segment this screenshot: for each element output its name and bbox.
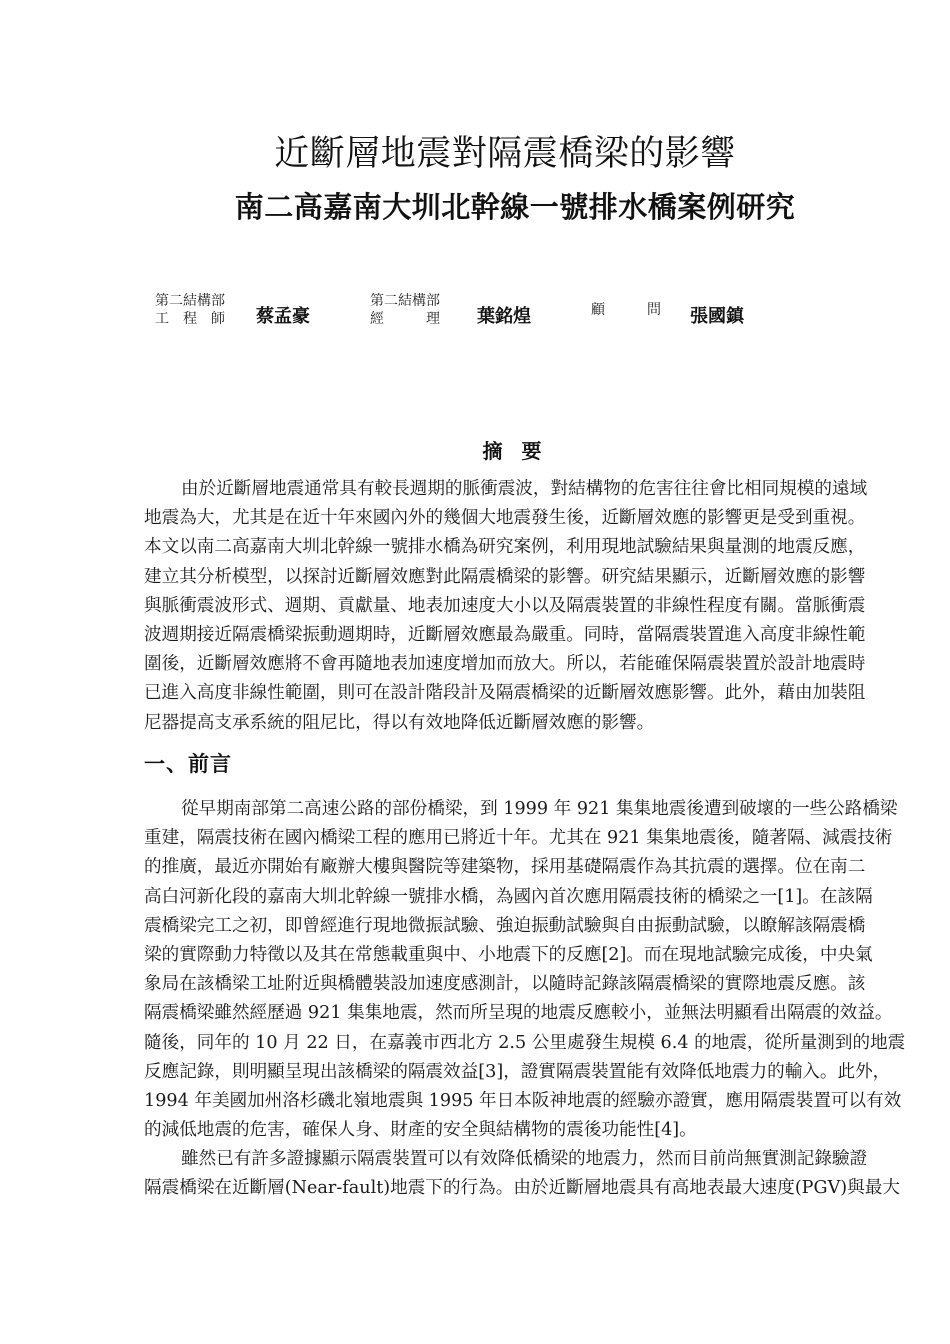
text-line: 震橋梁完工之初，即曾經進行現地微振試驗、強迫振動試驗與自由振動試驗，以瞭解該隔震橋 (144, 915, 866, 936)
author-role-line2: 經 理 (370, 311, 440, 327)
author-role-line2: 工 程 師 (155, 311, 225, 327)
text-line: 的推廣，最近亦開始有廠辦大樓與醫院等建築物，採用基礎隔震作為其抗震的選擇。位在南二 (144, 857, 866, 878)
text-line: 隔震橋梁在近斷層(Near-fault)地震下的行為。由於近斷層地震具有高地表最大速度(PGV)與最大 (144, 1178, 900, 1199)
author-role (155, 292, 225, 328)
text-line: 由於近斷層地震通常具有較長週期的脈衝震波，對結構物的危害往往會比相同規模的遠域 (181, 479, 868, 499)
text-line: 已進入高度非線性範圍，則可在設計階段計及隔震橋梁的近斷層效應影響。此外，藉由加裝阻 (144, 683, 866, 704)
text-line: 的減低地震的危害，確保人身、財產的安全與結構物的震後功能性[4]。 (144, 1120, 697, 1141)
text-line: 反應記錄，則明顯呈現出該橋梁的隔震效益[3]，證實隔震裝置能有效降低地震力的輸入。此外， (144, 1061, 891, 1082)
text-line: 重建，隔震技術在國內橋梁工程的應用已將近十年。尤其在 921 集集地震後，隨著隔、減震技術 (144, 828, 893, 849)
author-role (591, 301, 661, 319)
text-line: 1994 年美國加州洛杉磯北嶺地震與 1995 年日本阪神地震的經驗亦證實，應用隔震裝置可以有效 (144, 1090, 902, 1111)
text-line: 隨後，同年的 10 月 22 日，在嘉義市西北方 2.5 公里處發生規模 6.4 的地震，從所量測到的地震 (144, 1032, 906, 1053)
author-name: 張國鎮 (690, 306, 744, 327)
text-line: 尼器提高支承系統的阻尼比，得以有效地降低近斷層效應的影響。 (144, 712, 655, 733)
text-line: 從早期南部第二高速公路的部份橋梁，到 1999 年 921 集集地震後遭到破壞的一些公路橋梁 (181, 799, 898, 819)
section-heading: 一、前言 (144, 751, 232, 776)
text-line: 梁的實際動力特徵以及其在常態載重與中、小地震下的反應[2]。而在現地試驗完成後，中央氣 (144, 944, 873, 965)
text-line: 高白河新化段的嘉南大圳北幹線一號排水橋，為國內首次應用隔震技術的橋梁之一[1]。在該隔 (144, 886, 873, 907)
author-role (370, 292, 440, 328)
text-line: 地震為大，尤其是在近十年來國內外的幾個大地震發生後，近斷層效應的影響更是受到重視。 (144, 508, 866, 529)
text-line: 圍後，近斷層效應將不會再隨地表加速度增加而放大。所以，若能確保隔震裝置於設計地震時 (144, 654, 866, 675)
author-role-line1: 第二結構部 (155, 293, 225, 309)
abstract-heading: 摘 要 (482, 439, 548, 463)
text-line: 雖然已有許多證據顯示隔震裝置可以有效降低橋梁的地震力，然而目前尚無實測記錄驗證 (181, 1149, 868, 1170)
text-line: 象局在該橋梁工址附近與橋體裝設加速度感測計，以隨時記錄該隔震橋梁的實際地震反應。該 (144, 974, 866, 995)
introduction-body (144, 795, 950, 1204)
abstract-body (144, 475, 950, 738)
author-block (0, 290, 950, 340)
paper-title: 近斷層地震對隔震橋梁的影響 (274, 134, 736, 174)
paper-subtitle: 南二高嘉南大圳北幹線一號排水橋案例研究 (234, 190, 796, 224)
text-line: 建立其分析模型，以探討近斷層效應對此隔震橋梁的影響。研究結果顯示，近斷層效應的影響 (144, 566, 866, 587)
text-line: 與脈衝震波形式、週期、貢獻量、地表加速度大小以及隔震裝置的非線性程度有關。當脈衝震 (144, 595, 866, 616)
text-line: 波週期接近隔震橋梁振動週期時，近斷層效應最為嚴重。同時，當隔震裝置進入高度非線性範 (144, 624, 866, 645)
author-name: 蔡孟豪 (256, 306, 310, 327)
author-role-line1: 第二結構部 (370, 293, 440, 309)
text-line: 本文以南二高嘉南大圳北幹線一號排水橋為研究案例，利用現地試驗結果與量測的地震反應， (144, 537, 866, 558)
text-line: 隔震橋梁雖然經歷過 921 集集地震，然而所呈現的地震反應較小，並無法明顯看出隔震的效益。 (144, 1003, 893, 1024)
author-role-line1: 顧 問 (591, 302, 661, 318)
author-name: 葉銘煌 (477, 306, 531, 327)
